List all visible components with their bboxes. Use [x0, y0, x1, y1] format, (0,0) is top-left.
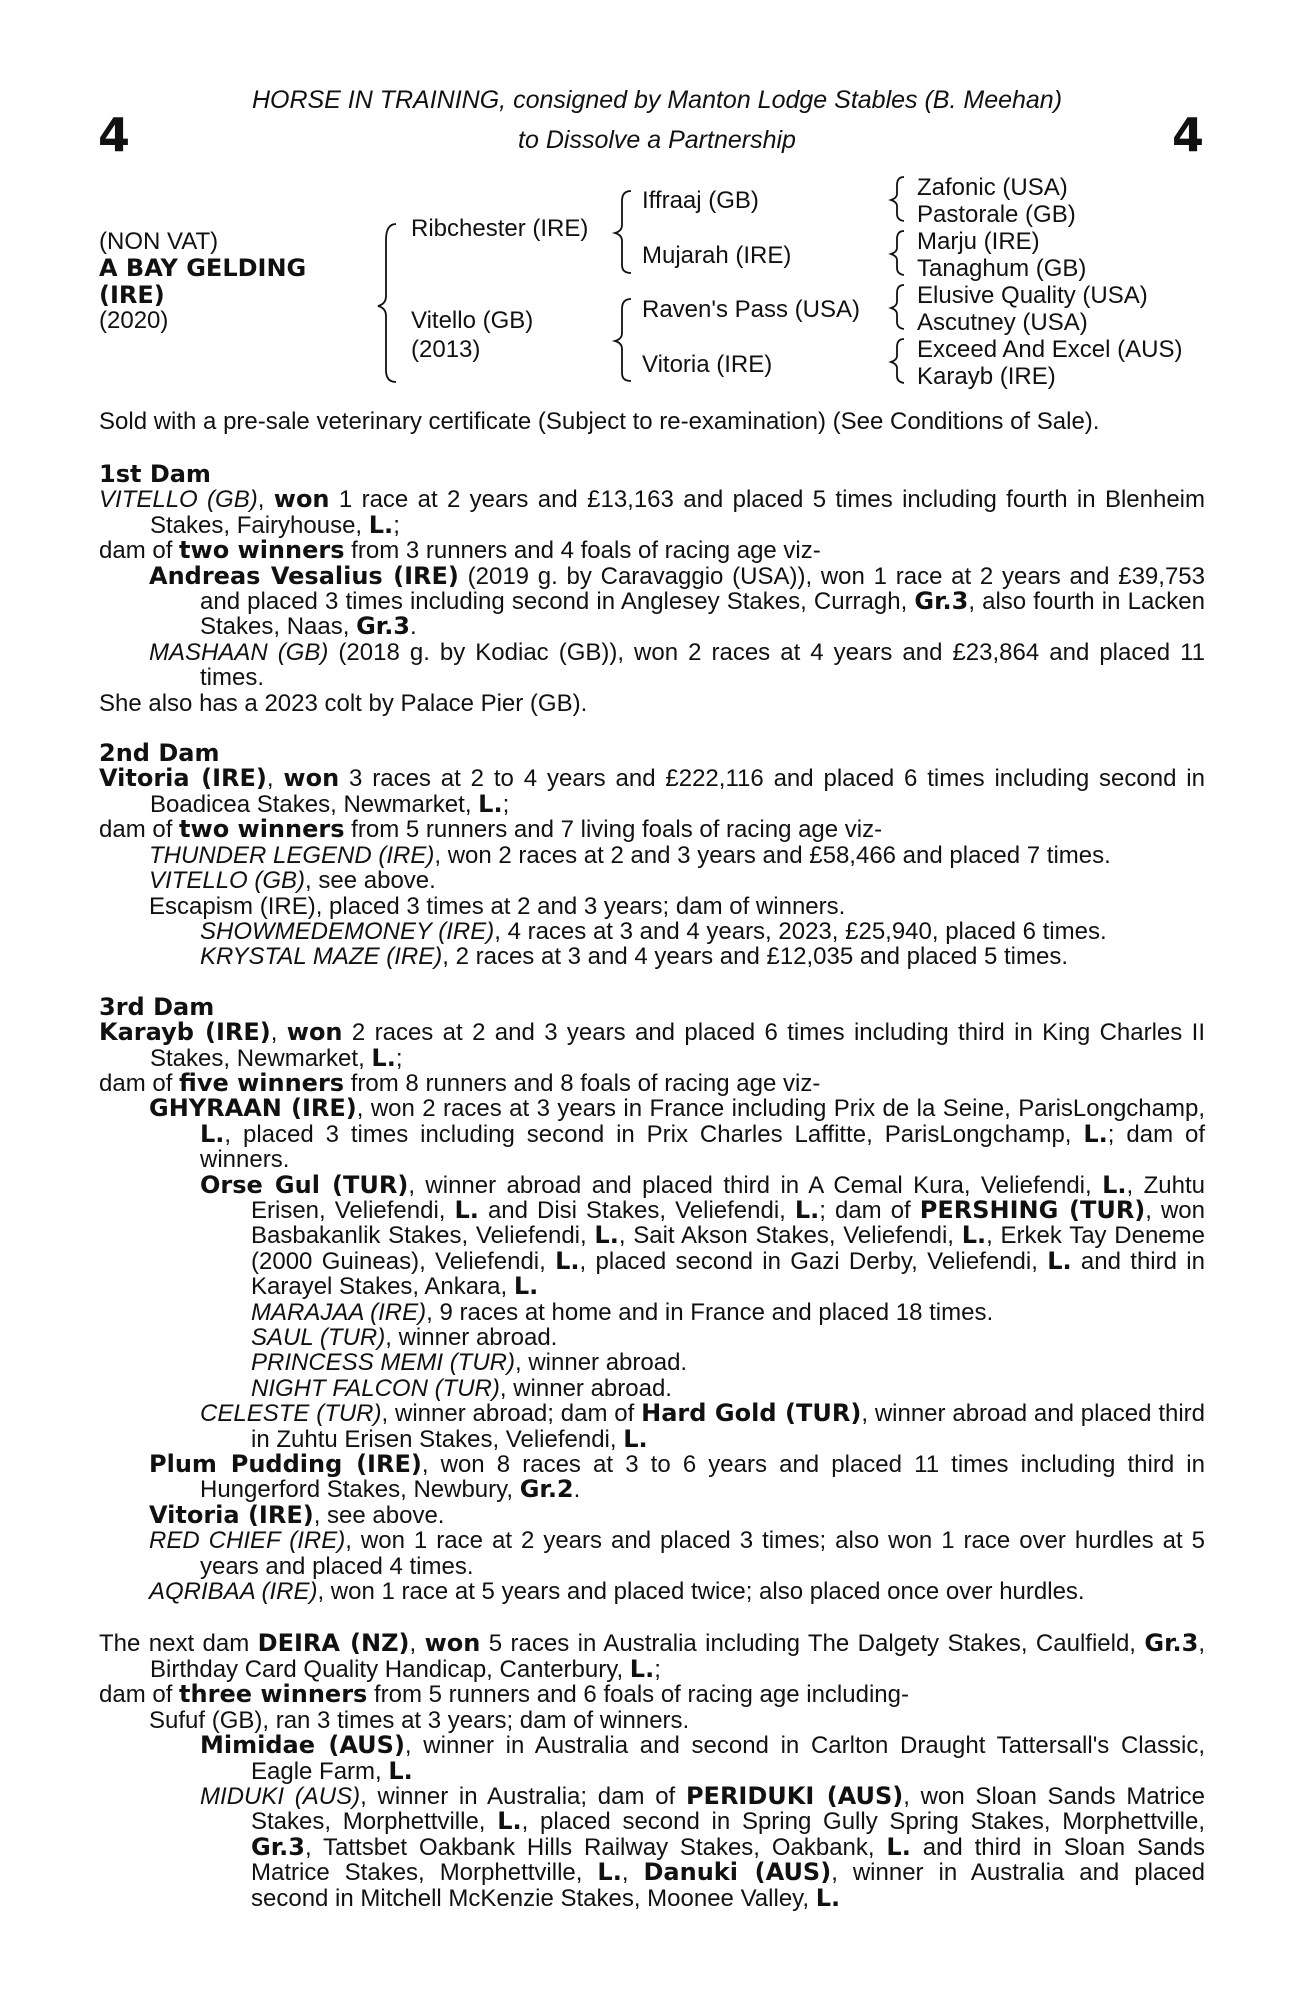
progeny-entry: Andreas Vesalius (IRE) (2019 g. by Caravaggio (USA)), won 1 race at 2 years and £39,753 and placed 3 times including second in Anglesey Stakes, Curragh, Gr.3, also fourth in Lacken Stakes, Naas, Gr.3. [149, 561, 1205, 641]
grand-progeny-entry: SAUL (TUR), winner abroad. [251, 1324, 558, 1351]
next-dam-produce-summary: dam of three winners from 5 runners and 6 foals of racing age including- [99, 1680, 909, 1709]
next-dam-record: The next dam DEIRA (NZ), won 5 races in Australia including The Dalgety Stakes, Caulfield, Gr.3, Birthday Card Quality Handicap, Canterbury, L.; [99, 1629, 1205, 1683]
consignment-subheading: to Dissolve a Partnership [518, 126, 796, 154]
ggp-2: Pastorale (GB) [917, 201, 1076, 228]
progeny-entry: THUNDER LEGEND (IRE), won 2 races at 2 and 3 years and £58,466 and placed 7 times. [149, 841, 1111, 869]
first-dam-record: VITELLO (GB), won 1 race at 2 years and £13,163 and placed 5 times including fourth in Blenheim Stakes, Fairyhouse, L.; [99, 485, 1205, 539]
grand-progeny-entry: MARAJAA (IRE), 9 races at home and in France and placed 18 times. [251, 1298, 994, 1326]
dam-sire: Raven's Pass (USA) [642, 296, 860, 323]
vat-status: (NON VAT) [99, 228, 219, 255]
third-dam-heading: 3rd Dam [99, 992, 215, 1021]
grand-progeny-entry: CELESTE (TUR), winner abroad; dam of Hard Gold (TUR), winner abroad and placed third in Zuhtu Erisen Stakes, Veliefendi, L. [200, 1399, 1206, 1453]
sire-sire: Iffraaj (GB) [642, 187, 759, 214]
consignment-heading: HORSE IN TRAINING, consigned by Manton Lodge Stables (B. Meehan) [251, 86, 1063, 114]
first-dam-heading: 1st Dam [99, 460, 211, 488]
progeny-entry: AQRIBAA (IRE), won 1 race at 5 years and placed twice; also placed once over hurdles. [149, 1578, 1085, 1606]
grand-progeny-entry: SHOWMEDEMONEY (IRE), 4 races at 3 and 4 years, 2023, £25,940, placed 6 times. [200, 917, 1107, 945]
lot-number-right: 4 [1172, 108, 1205, 162]
ggp-5: Elusive Quality (USA) [917, 282, 1148, 309]
progeny-entry: Plum Pudding (IRE), won 8 races at 3 to 6 years and placed 11 times including third in Hungerford Stakes, Newbury, Gr.2. [149, 1450, 1205, 1504]
grand-progeny-entry: MIDUKI (AUS), winner in Australia; dam of PERIDUKI (AUS), won Sloan Sands Matrice Stakes, Morphettville, L., placed second in Spring Gully Spring Stakes, Morphettville, Gr.3, Tattsbet Oakbank Hills Railway Stakes, Oakbank, L. and third in Sloan Sands Matrice Stakes, Morphettville, L., Danuki (AUS), winner in Australia and placed second in Mitchell McKenzie Stakes, Moonee Valley, L. [200, 1781, 1206, 1912]
progeny-entry: Escapism (IRE), placed 3 times at 2 and 3 years; dam of winners. [149, 892, 846, 920]
progeny-entry: GHYRAAN (IRE), won 2 races at 3 years in France including Prix de la Seine, ParisLongchamp, L., placed 3 times including second in Prix Charles Laffitte, ParisLongchamp, L.; dam of winners. [149, 1094, 1205, 1174]
sire: Ribchester (IRE) [411, 215, 589, 242]
second-dam-produce-summary: dam of two winners from 5 runners and 7 living foals of racing age viz- [99, 815, 883, 844]
ggp-1: Zafonic (USA) [917, 174, 1068, 201]
third-dam-record: Karayb (IRE), won 2 races at 2 and 3 years and placed 6 times including third in King Charles II Stakes, Newmarket, L.; [99, 1018, 1205, 1072]
grand-progeny-entry: KRYSTAL MAZE (IRE), 2 races at 3 and 4 years and £12,035 and placed 5 times. [200, 943, 1069, 971]
ggp-4: Tanaghum (GB) [917, 255, 1087, 282]
horse-description: A BAY GELDING [99, 254, 307, 282]
sire-dam: Mujarah (IRE) [642, 242, 792, 269]
grand-progeny-entry: PRINCESS MEMI (TUR), winner abroad. [251, 1349, 688, 1377]
progeny-entry: VITELLO (GB), see above. [149, 867, 436, 895]
third-dam-produce-summary: dam of five winners from 8 runners and 8 foals of racing age viz- [99, 1068, 821, 1097]
lot-number-left: 4 [98, 108, 131, 162]
dam-dam: Vitoria (IRE) [642, 351, 773, 378]
ggp-8: Karayb (IRE) [917, 363, 1056, 390]
progeny-entry: Vitoria (IRE), see above. [149, 1500, 445, 1529]
ggp-6: Ascutney (USA) [917, 309, 1088, 336]
progeny-entry: RED CHIEF (IRE), won 1 race at 2 years and placed 3 times; also won 1 race over hurdles at 5 years and placed 4 times. [149, 1527, 1205, 1580]
first-dam-foal-note: She also has a 2023 colt by Palace Pier (GB). [99, 689, 588, 717]
progeny-entry: MASHAAN (GB) (2018 g. by Kodiac (GB)), won 2 races at 4 years and £23,864 and placed 11 times. [149, 638, 1205, 692]
horse-foaling-year: (2020) [99, 307, 169, 334]
grand-progeny-entry: Mimidae (AUS), winner in Australia and second in Carlton Draught Tattersall's Classic, Eagle Farm, L. [200, 1731, 1205, 1785]
dam-year: (2013) [411, 336, 481, 363]
second-dam-record: Vitoria (IRE), won 3 races at 2 to 4 years and £222,116 and placed 6 times including second in Boadicea Stakes, Newmarket, L.; [99, 764, 1205, 818]
first-dam-produce-summary: dam of two winners from 3 runners and 4 foals of racing age viz- [99, 536, 821, 565]
progeny-entry: Sufuf (GB), ran 3 times at 3 years; dam of winners. [149, 1706, 690, 1734]
grand-progeny-entry: NIGHT FALCON (TUR), winner abroad. [251, 1374, 672, 1402]
grand-progeny-entry: Orse Gul (TUR), winner abroad and placed third in A Cemal Kura, Veliefendi, L., Zuhtu Erisen, Veliefendi, L. and Disi Stakes, Veliefendi, L.; dam of PERSHING (TUR), won Basbakanlik Stakes, Veliefendi, L., Sait Akson Stakes, Veliefendi, L., Erkek Tay Deneme (2000 Guineas), Veliefendi, L., placed second in Gazi Derby, Veliefendi, L. and third in Karayel Stakes, Ankara, L. [200, 1170, 1205, 1301]
second-dam-heading: 2nd Dam [99, 739, 220, 768]
family-details [99, 462, 1205, 1911]
vet-certificate-note: Sold with a pre-sale veterinary certificate (Subject to re-examination) (See Conditions of Sale). [99, 408, 1100, 435]
ggp-3: Marju (IRE) [917, 228, 1040, 255]
dam: Vitello (GB) [411, 307, 534, 334]
ggp-7: Exceed And Excel (AUS) [917, 336, 1183, 363]
horse-origin: (IRE) [99, 281, 165, 309]
